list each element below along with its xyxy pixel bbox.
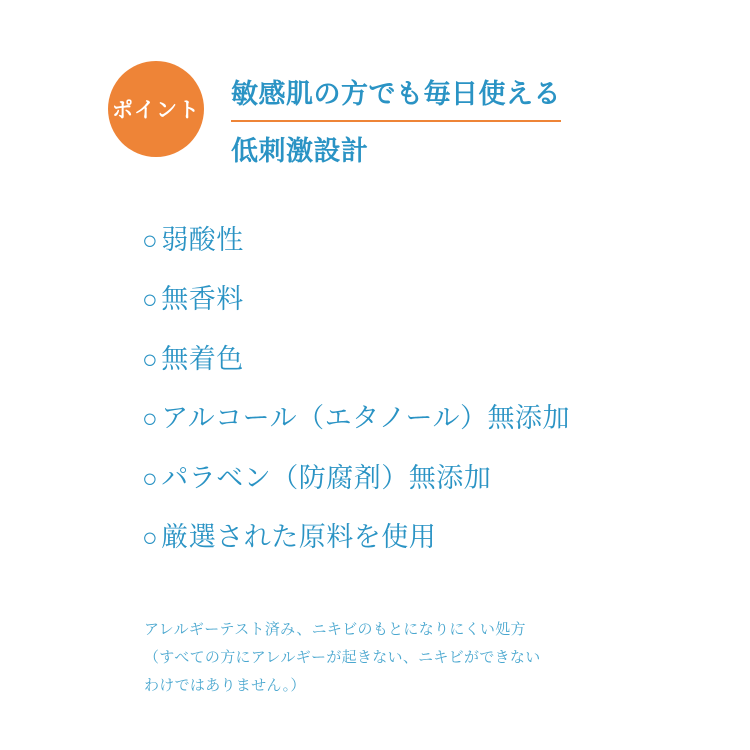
list-item-label: 厳選された原料を使用 (161, 521, 437, 552)
headline-line-2: 低刺激設計 (231, 135, 369, 166)
circle-bullet-icon: ○ (142, 284, 159, 315)
list-item (142, 521, 702, 553)
list-item (142, 224, 702, 256)
list-item (142, 283, 702, 315)
header (108, 58, 561, 173)
feature-list (142, 224, 702, 580)
list-item-label: 無香料 (161, 284, 244, 315)
circle-bullet-icon: ○ (142, 521, 159, 552)
list-item-label: 弱酸性 (161, 225, 244, 255)
list-item (142, 402, 702, 434)
footnote-line-1: アレルギーテスト済み、ニキビのもとになりにくい処方 (144, 621, 526, 638)
circle-bullet-icon: ○ (142, 403, 159, 434)
list-item (142, 343, 702, 375)
list-item-label: アルコール（エタノール）無添加 (161, 403, 570, 434)
footnote (144, 616, 664, 699)
circle-bullet-icon: ○ (142, 225, 159, 255)
list-item (142, 462, 702, 494)
footnote-line-3: わけではありません。） (144, 676, 306, 694)
point-badge: ポイント (108, 61, 204, 157)
headline (231, 58, 561, 173)
list-item-label: パラベン（防腐剤）無添加 (161, 462, 492, 493)
circle-bullet-icon: ○ (142, 343, 159, 374)
circle-bullet-icon: ○ (142, 462, 159, 493)
list-item-label: 無着色 (161, 343, 244, 374)
headline-line-1: 敏感肌の方でも毎日使える (231, 74, 561, 122)
footnote-line-2: （すべての方にアレルギーが起きない、ニキビができない (144, 648, 541, 666)
